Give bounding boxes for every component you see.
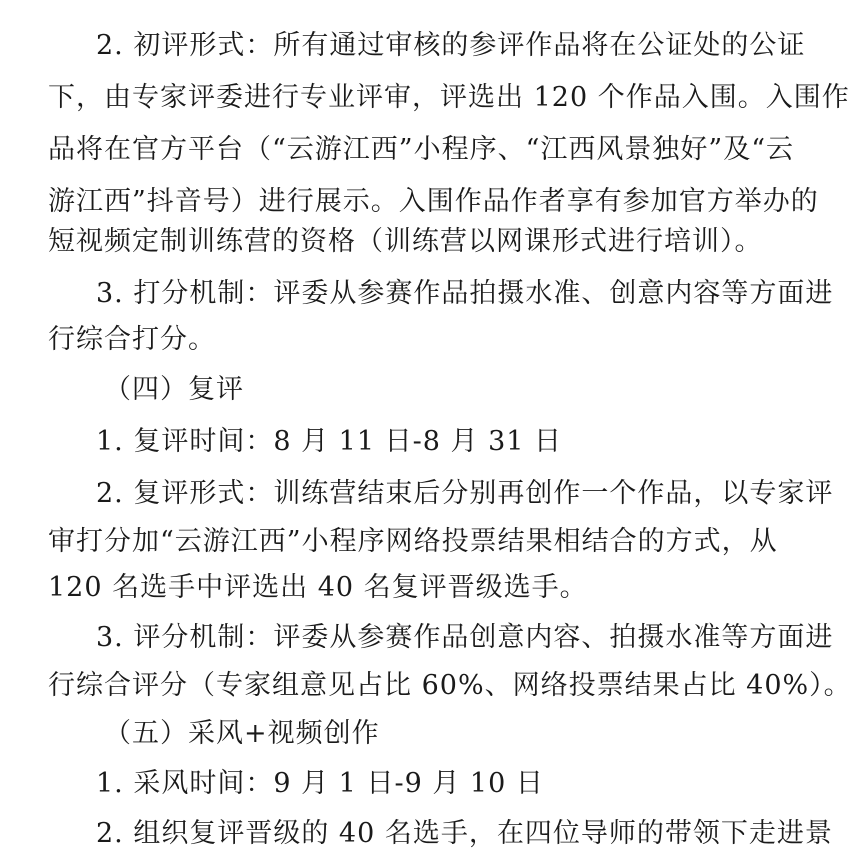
paragraph-line: 品将在官方平台（“云游江西”小程序、“江西风景独好”及“云 xyxy=(48,134,795,165)
section-heading: （四）复评 xyxy=(104,374,244,405)
paragraph-line: 2. 复评形式：训练营结束后分别再创作一个作品，以专家评 xyxy=(96,478,834,509)
paragraph-line: 行综合评分（专家组意见占比 60%、网络投票结果占比 40%）。 xyxy=(48,670,852,701)
paragraph-line: 120 名选手中评选出 40 名复评晋级选手。 xyxy=(48,572,588,603)
paragraph-line: 1. 采风时间：9 月 1 日-9 月 10 日 xyxy=(96,768,544,799)
paragraph-line: 短视频定制训练营的资格（训练营以网课形式进行培训）。 xyxy=(48,226,763,257)
paragraph-line: 游江西”抖音号）进行展示。入围作品作者享有参加官方举办的 xyxy=(48,186,819,217)
paragraph-line: 2. 初评形式：所有通过审核的参评作品将在公证处的公证 xyxy=(96,30,806,61)
paragraph-line: 下，由专家评委进行专业评审，评选出 120 个作品入围。入围作 xyxy=(48,82,850,113)
section-heading: （五）采风+视频创作 xyxy=(104,718,380,749)
paragraph-line: 2. 组织复评晋级的 40 名选手，在四位导师的带领下走进景 xyxy=(96,818,833,849)
paragraph-line: 3. 评分机制：评委从参赛作品创意内容、拍摄水准等方面进 xyxy=(96,622,834,653)
paragraph-line: 3. 打分机制：评委从参赛作品拍摄水准、创意内容等方面进 xyxy=(96,278,834,309)
paragraph-line: 行综合打分。 xyxy=(48,324,216,355)
paragraph-line: 1. 复评时间：8 月 11 日-8 月 31 日 xyxy=(96,426,563,457)
paragraph-line: 审打分加“云游江西”小程序网络投票结果相结合的方式，从 xyxy=(48,526,778,557)
